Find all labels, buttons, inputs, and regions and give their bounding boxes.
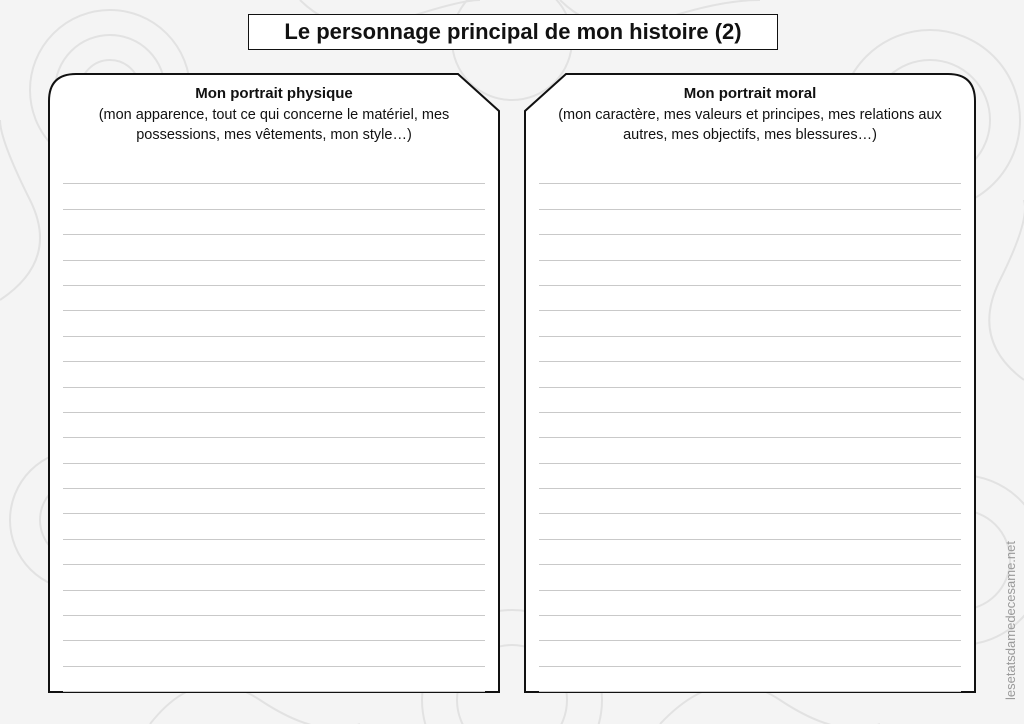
panel-heading: Mon portrait physique bbox=[195, 85, 353, 102]
writing-line[interactable] bbox=[539, 159, 961, 184]
writing-line[interactable] bbox=[63, 286, 485, 311]
writing-line[interactable] bbox=[63, 210, 485, 235]
writing-line[interactable] bbox=[63, 464, 485, 489]
writing-line[interactable] bbox=[539, 235, 961, 260]
writing-line[interactable] bbox=[539, 591, 961, 616]
writing-line[interactable] bbox=[63, 489, 485, 514]
writing-line[interactable] bbox=[63, 540, 485, 565]
site-credit: lesetatsdamedecesame.net bbox=[1003, 541, 1018, 700]
panel-subtitle: (mon apparence, tout ce qui concerne le matériel, mes possessions, mes vêtements, mon style…) bbox=[98, 107, 450, 143]
writing-line[interactable] bbox=[63, 616, 485, 641]
writing-lines[interactable] bbox=[63, 159, 485, 692]
writing-line[interactable] bbox=[539, 413, 961, 438]
writing-line[interactable] bbox=[539, 489, 961, 514]
writing-line[interactable] bbox=[63, 159, 485, 184]
writing-line[interactable] bbox=[539, 388, 961, 413]
writing-line[interactable] bbox=[63, 591, 485, 616]
writing-line[interactable] bbox=[63, 641, 485, 666]
writing-line[interactable] bbox=[63, 311, 485, 336]
writing-line[interactable] bbox=[539, 261, 961, 286]
writing-line[interactable] bbox=[63, 235, 485, 260]
panel-subtitle: (mon caractère, mes valeurs et principes, mes relations aux autres, mes objectifs, mes blessures…) bbox=[558, 107, 942, 143]
panel-moral-portrait bbox=[524, 73, 976, 693]
writing-line[interactable] bbox=[63, 438, 485, 463]
writing-line[interactable] bbox=[539, 337, 961, 362]
panel-physical-portrait bbox=[48, 73, 500, 693]
writing-line[interactable] bbox=[63, 565, 485, 590]
writing-line[interactable] bbox=[63, 667, 485, 692]
writing-line[interactable] bbox=[539, 464, 961, 489]
writing-line[interactable] bbox=[539, 362, 961, 387]
writing-line[interactable] bbox=[63, 388, 485, 413]
writing-line[interactable] bbox=[63, 337, 485, 362]
writing-line[interactable] bbox=[539, 438, 961, 463]
writing-line[interactable] bbox=[539, 616, 961, 641]
panel-heading: Mon portrait moral bbox=[683, 85, 817, 102]
writing-line[interactable] bbox=[539, 667, 961, 692]
writing-line[interactable] bbox=[539, 514, 961, 539]
writing-line[interactable] bbox=[539, 565, 961, 590]
writing-line[interactable] bbox=[63, 413, 485, 438]
writing-line[interactable] bbox=[539, 210, 961, 235]
writing-line[interactable] bbox=[63, 184, 485, 209]
writing-line[interactable] bbox=[63, 362, 485, 387]
writing-line[interactable] bbox=[539, 286, 961, 311]
writing-line[interactable] bbox=[539, 311, 961, 336]
writing-line[interactable] bbox=[539, 184, 961, 209]
writing-line[interactable] bbox=[539, 641, 961, 666]
writing-line[interactable] bbox=[63, 261, 485, 286]
page-title: Le personnage principal de mon histoire (2) bbox=[248, 14, 778, 50]
writing-lines[interactable] bbox=[539, 159, 961, 692]
writing-line[interactable] bbox=[63, 514, 485, 539]
writing-line[interactable] bbox=[539, 540, 961, 565]
